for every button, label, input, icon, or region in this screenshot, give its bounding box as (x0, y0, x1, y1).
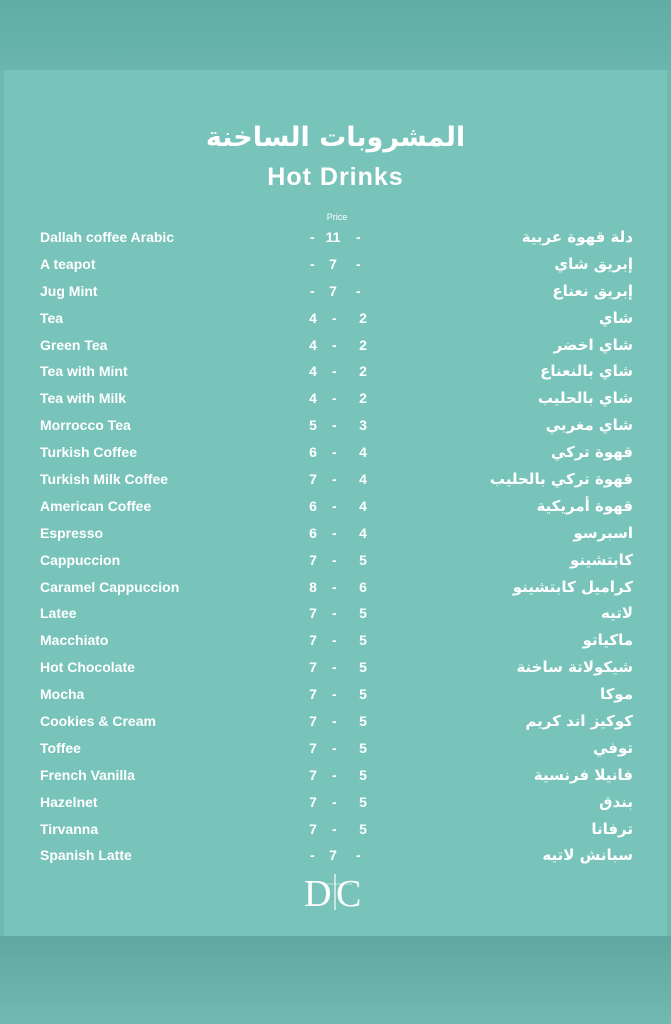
price-large: 7 (309, 820, 317, 837)
menu-row (4, 494, 667, 521)
price-dash: - (356, 847, 361, 864)
item-name-english: Caramel Cappuccion (40, 578, 180, 595)
item-name-arabic: كابتشينو (569, 550, 633, 569)
price-separator: - (332, 471, 337, 488)
item-name-english: Spanish Latte (40, 847, 132, 864)
item-name-english: Turkish Coffee (40, 444, 137, 461)
item-price (300, 794, 380, 812)
menu-items-list (4, 225, 667, 870)
item-price (300, 767, 380, 785)
menu-row (4, 575, 667, 602)
menu-row (4, 655, 667, 682)
price-large: 8 (309, 578, 317, 595)
menu-row (4, 601, 667, 628)
item-name-english: Mocha (40, 686, 85, 703)
item-name-arabic: فانيلا فرنسية (533, 765, 633, 784)
price-large: 4 (309, 363, 317, 380)
title-arabic: المشروبات الساخنة (205, 122, 466, 153)
price-large: 5 (309, 417, 317, 434)
price-small: 6 (359, 578, 367, 595)
item-price (300, 632, 380, 650)
item-name-english: A teapot (40, 255, 96, 272)
price-separator: - (332, 444, 337, 461)
item-name-arabic: شاي بالحليب (537, 389, 633, 408)
price-separator: - (332, 686, 337, 703)
price-small: 2 (359, 336, 367, 353)
item-name-english: Toffee (40, 739, 81, 756)
price-separator: - (332, 605, 337, 622)
item-name-english: Turkish Milk Coffee (40, 471, 169, 488)
item-price (300, 847, 380, 865)
item-name-english: Cookies & Cream (40, 713, 156, 730)
menu-row (4, 252, 667, 279)
price-separator: - (332, 336, 337, 353)
item-name-arabic: شيكولاتة ساخنة (516, 658, 633, 677)
item-name-arabic: دلة قهوة عربية (521, 228, 633, 246)
item-name-english: Tirvanna (40, 820, 99, 837)
dc-monogram-logo (300, 870, 370, 914)
item-name-arabic: لاتيه (600, 604, 633, 623)
menu-row (4, 709, 667, 736)
item-name-english: Morrocco Tea (40, 417, 131, 434)
price-small: 5 (359, 820, 367, 837)
svg-text:C: C (336, 873, 362, 914)
price-small: 5 (359, 632, 367, 649)
price-large: 7 (309, 632, 317, 649)
item-name-arabic: إبريق نعناع (552, 281, 633, 300)
item-name-arabic: كراميل كابتشينو (512, 577, 633, 596)
item-price (300, 740, 380, 758)
price-value: 7 (329, 282, 337, 299)
menu-row (4, 763, 667, 790)
item-name-english: Espresso (40, 524, 104, 541)
item-name-arabic: بندق (599, 792, 633, 811)
price-separator: - (332, 309, 337, 326)
price-small: 2 (359, 363, 367, 380)
price-separator: - (332, 739, 337, 756)
price-small: 5 (359, 605, 367, 622)
item-price (300, 821, 380, 839)
item-price (300, 417, 380, 435)
price-separator: - (332, 713, 337, 730)
item-name-english: Cappuccion (40, 551, 121, 568)
price-small: 5 (359, 659, 367, 676)
item-name-arabic: كوكيز اند كريم (525, 712, 633, 731)
price-separator: - (332, 793, 337, 810)
item-price (300, 605, 380, 623)
item-price (300, 363, 380, 381)
price-large: 6 (309, 524, 317, 541)
item-price (300, 579, 380, 597)
item-name-english: Macchiato (40, 632, 109, 649)
item-name-arabic: موكا (599, 685, 633, 704)
menu-row (4, 843, 667, 870)
price-separator: - (332, 524, 337, 541)
price-value: 7 (329, 847, 337, 864)
bottom-background (0, 936, 671, 1024)
item-name-english: American Coffee (40, 497, 152, 514)
menu-row (4, 333, 667, 360)
price-value: 7 (329, 255, 337, 272)
menu-row (4, 682, 667, 709)
item-price (300, 283, 380, 301)
item-price (300, 337, 380, 355)
item-name-english: Tea (40, 309, 64, 326)
price-column-label: Price (326, 212, 348, 222)
price-dash: - (310, 255, 315, 272)
item-price (300, 659, 380, 677)
price-large: 4 (309, 309, 317, 326)
price-dash: - (310, 282, 315, 299)
price-separator: - (332, 578, 337, 595)
item-name-arabic: قهوة تركي بالحليب (489, 470, 633, 489)
menu-row (4, 359, 667, 386)
price-small: 5 (359, 766, 367, 783)
price-large: 4 (309, 336, 317, 353)
price-small: 4 (359, 524, 367, 541)
price-separator: - (332, 390, 337, 407)
price-large: 7 (309, 739, 317, 756)
price-small: 4 (359, 444, 367, 461)
menu-row (4, 225, 667, 252)
item-name-english: Latee (40, 605, 77, 622)
item-price (300, 498, 380, 516)
svg-text:D: D (304, 873, 332, 914)
item-name-arabic: اسبرسو (573, 523, 633, 542)
price-dash: - (356, 282, 361, 299)
menu-panel (4, 70, 667, 936)
price-large: 7 (309, 686, 317, 703)
menu-row (4, 736, 667, 763)
item-price (300, 256, 380, 274)
item-price (300, 310, 380, 328)
menu-row (4, 413, 667, 440)
item-price (300, 713, 380, 731)
price-large: 7 (309, 713, 317, 730)
menu-row (4, 790, 667, 817)
item-name-arabic: شاي اخضر (553, 335, 633, 354)
title-english: Hot Drinks (267, 163, 404, 191)
menu-row (4, 386, 667, 413)
price-dash: - (356, 255, 361, 272)
price-large: 7 (309, 551, 317, 568)
item-name-english: Hazelnet (40, 793, 98, 810)
item-name-arabic: ماكياتو (582, 631, 633, 650)
item-name-arabic: إبريق شاي (554, 254, 633, 273)
price-small: 5 (359, 713, 367, 730)
price-value: 11 (325, 229, 341, 245)
item-name-arabic: سبانش لاتيه (542, 846, 633, 865)
item-name-arabic: ترفانا (591, 819, 633, 838)
menu-row (4, 521, 667, 548)
price-small: 2 (359, 390, 367, 407)
item-price (300, 471, 380, 489)
price-large: 4 (309, 390, 317, 407)
price-separator: - (332, 417, 337, 434)
item-price (300, 525, 380, 543)
menu-row (4, 440, 667, 467)
item-price (300, 390, 380, 408)
item-name-english: Dallah coffee Arabic (40, 229, 175, 245)
item-name-english: Tea with Milk (40, 390, 127, 407)
menu-row (4, 467, 667, 494)
price-dash: - (310, 847, 315, 864)
price-large: 6 (309, 444, 317, 461)
item-name-arabic: قهوة أمريكية (536, 496, 633, 515)
item-price (300, 552, 380, 570)
price-dash: - (310, 229, 315, 245)
item-price (300, 229, 380, 247)
price-dash: - (356, 229, 361, 245)
price-small: 5 (359, 739, 367, 756)
menu-row (4, 628, 667, 655)
menu-row (4, 548, 667, 575)
item-name-arabic: قهوة تركي (550, 443, 633, 462)
price-separator: - (332, 497, 337, 514)
price-large: 7 (309, 766, 317, 783)
price-small: 5 (359, 793, 367, 810)
item-price (300, 686, 380, 704)
item-name-english: Hot Chocolate (40, 659, 135, 676)
item-name-arabic: شاي بالنعناع (540, 362, 633, 381)
price-small: 3 (359, 417, 367, 434)
item-name-english: Green Tea (40, 336, 108, 353)
item-name-arabic: توفي (592, 738, 633, 757)
price-small: 5 (359, 551, 367, 568)
price-large: 6 (309, 497, 317, 514)
price-small: 2 (359, 309, 367, 326)
price-separator: - (332, 659, 337, 676)
item-name-arabic: شاي (598, 308, 633, 327)
price-large: 7 (309, 605, 317, 622)
item-name-arabic: شاي مغربي (545, 416, 633, 435)
price-separator: - (332, 551, 337, 568)
price-separator: - (332, 363, 337, 380)
top-background (0, 0, 671, 70)
price-small: 5 (359, 686, 367, 703)
price-large: 7 (309, 793, 317, 810)
price-separator: - (332, 820, 337, 837)
price-small: 4 (359, 471, 367, 488)
item-price (300, 444, 380, 462)
price-large: 7 (309, 471, 317, 488)
item-name-english: French Vanilla (40, 766, 135, 783)
price-separator: - (332, 632, 337, 649)
item-name-english: Tea with Mint (40, 363, 128, 380)
menu-row (4, 817, 667, 844)
menu-row (4, 306, 667, 333)
price-separator: - (332, 766, 337, 783)
price-large: 7 (309, 659, 317, 676)
price-small: 4 (359, 497, 367, 514)
item-name-english: Jug Mint (40, 282, 98, 299)
menu-row (4, 279, 667, 306)
